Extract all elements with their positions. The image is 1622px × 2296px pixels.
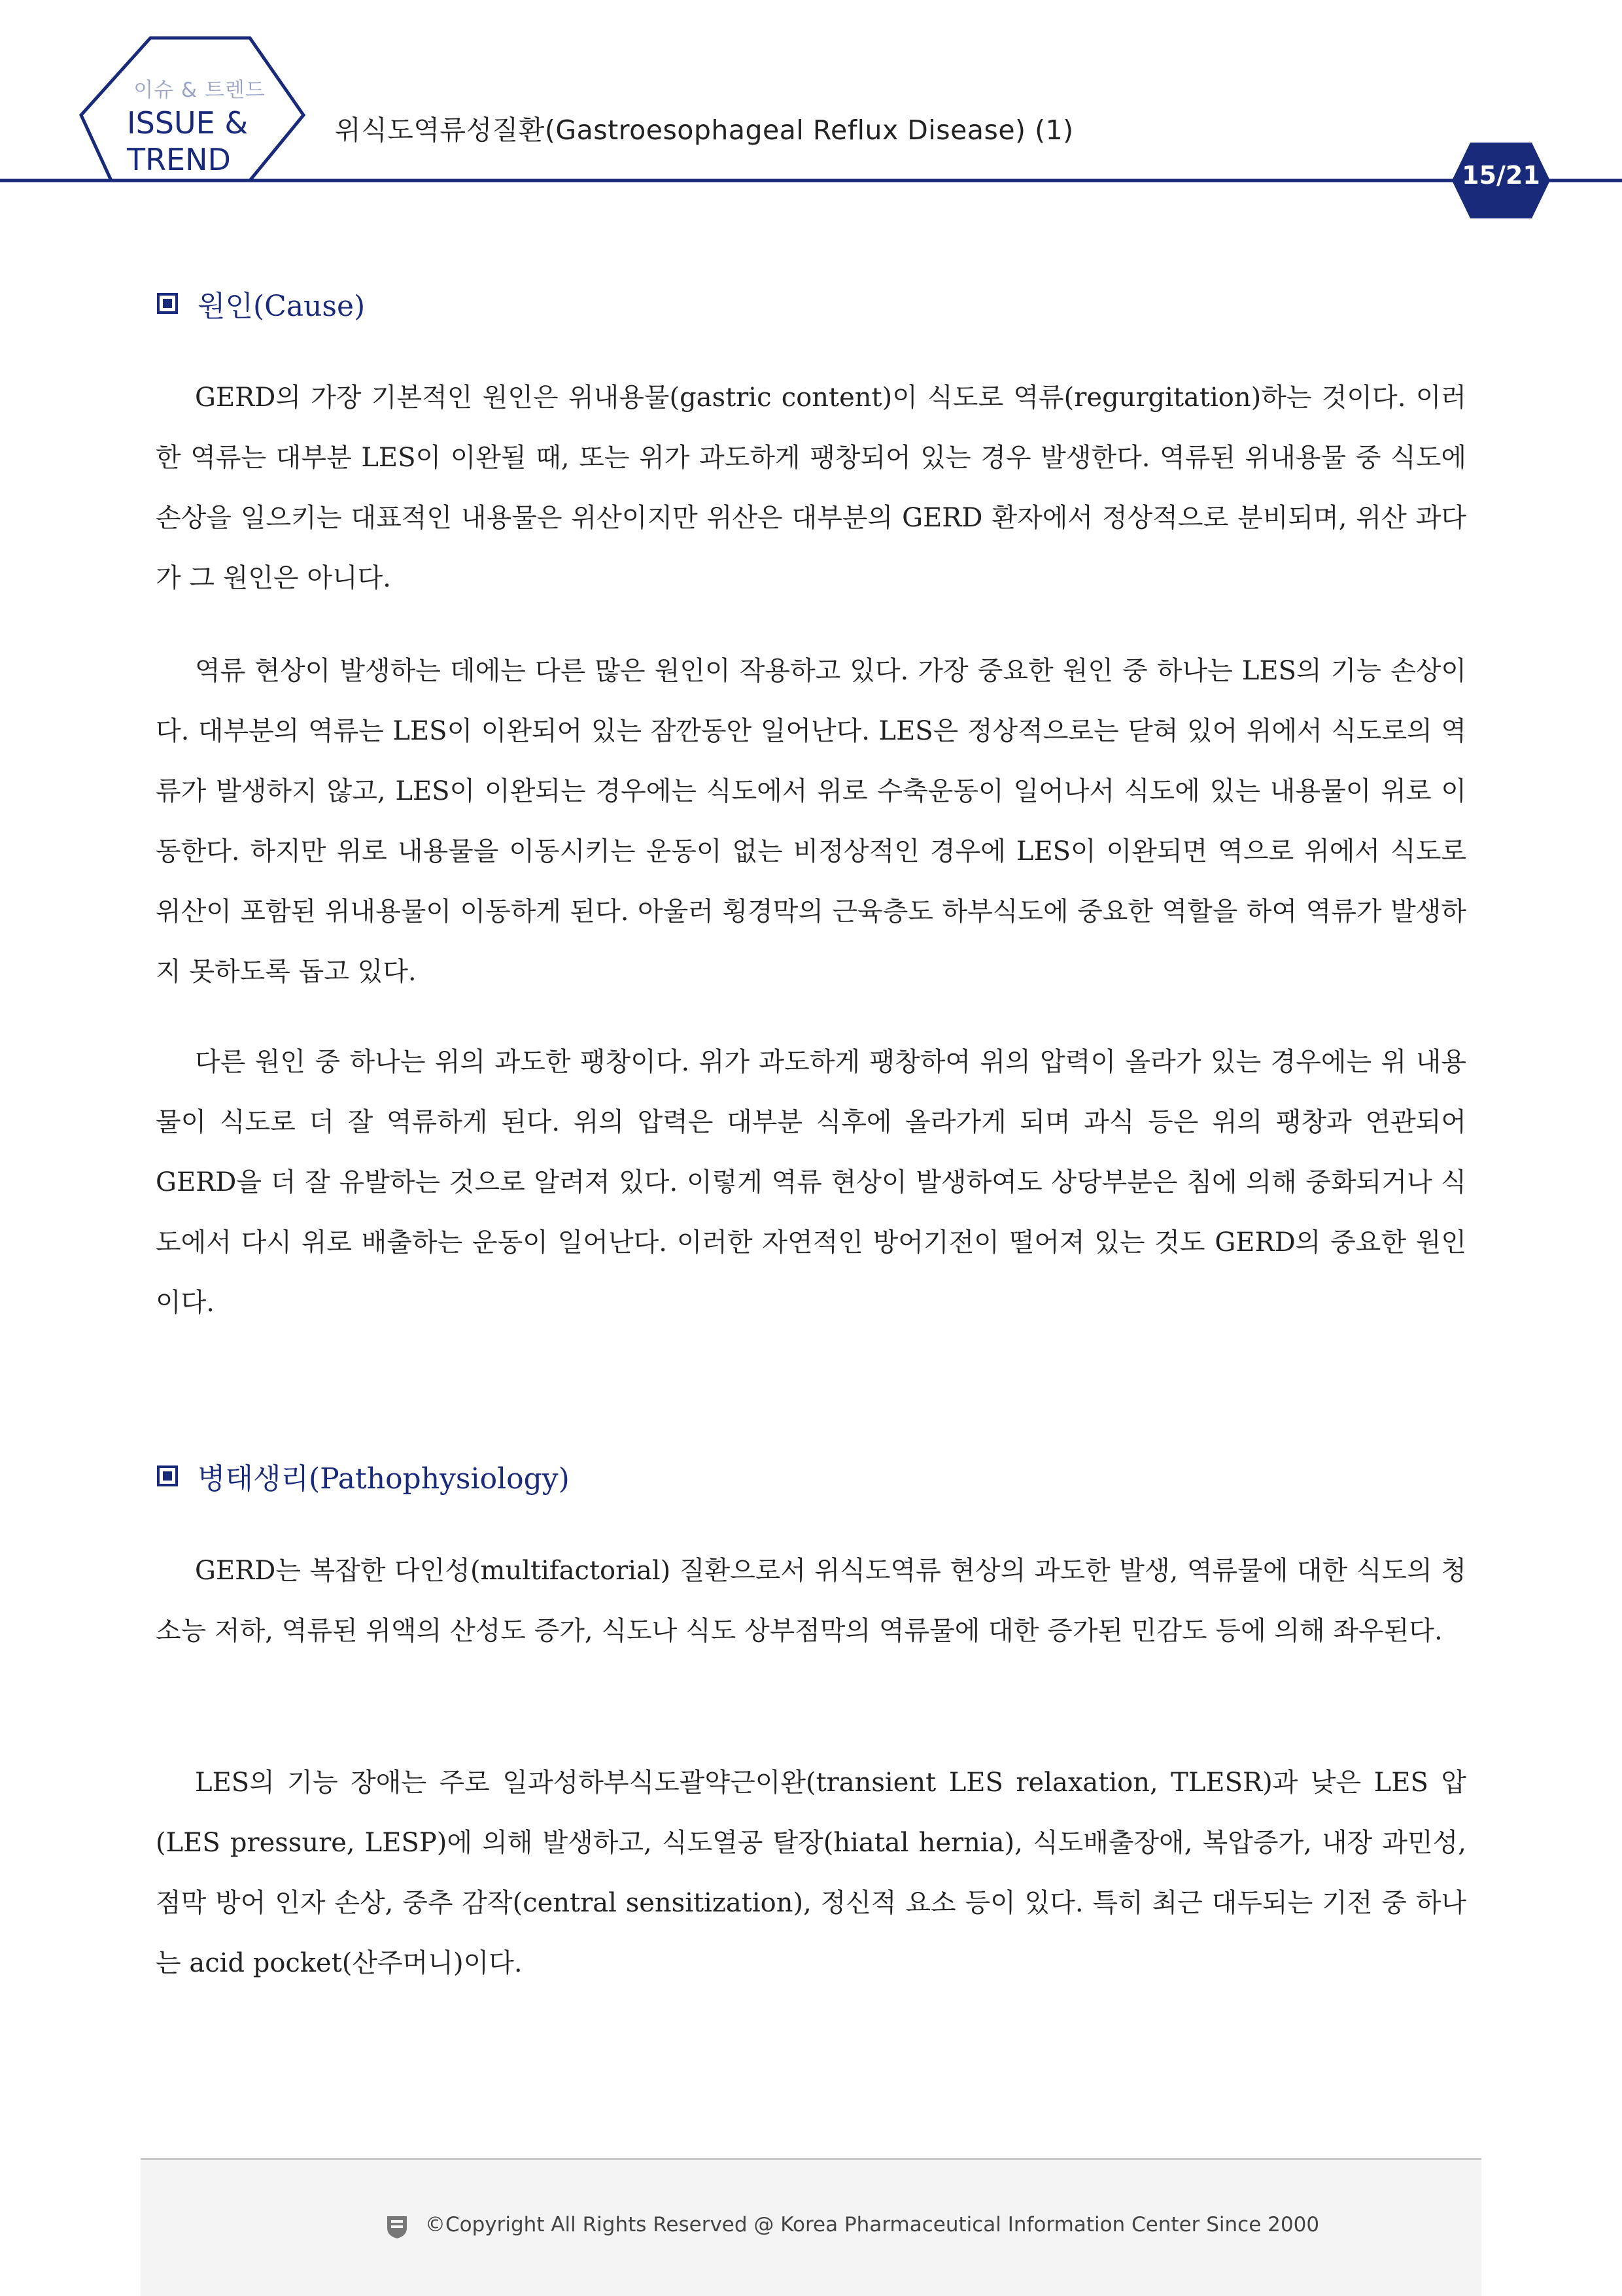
section-title: 원인(Cause) xyxy=(198,290,366,323)
badge-korean-label: 이슈 & 트렌드 xyxy=(133,78,266,102)
square-bullet-icon xyxy=(157,1465,178,1486)
square-bullet-icon xyxy=(157,293,178,314)
document-title: 위식도역류성질환(Gastroesophageal Reflux Disease) (1) xyxy=(335,114,1074,146)
paragraph-cause-3: 다른 원인 중 하나는 위의 과도한 팽창이다. 위가 과도하게 팽창하여 위의 압력이 올라가 있는 경우에는 위 내용물이 식도로 더 잘 역류하게 된다. 위의 압력은 대부분 식후에 올라가게 되며 과식 등은 위의 팽창과 연관되어 GERD을 더 잘 유발하는 것으로 알려져 있다. 이렇게 역류 현상이 발생하여도 상당부분은 침에 의해 중화되거나 식도에서 다시 위로 배출하는 운동이 일어난다. 이러한 자연적인 방어기전이 떨어져 있는 것도 GERD의 중요한 원인이다. xyxy=(156,1047,1466,1318)
paragraph-patho-2: LES의 기능 장애는 주로 일과성하부식도괄약근이완(transient LES relaxation, TLESR)과 낮은 LES 압(LES pressure, LESP)에 의해 발생하고, 식도열공 탈장(hiatal hernia), 식도배출장애, 복압증가, 내장 과민성, 점막 방어 인자 손상, 중추 감작(central sensitization), 정신적 요소 등이 있다. 특히 최근 대두되는 기전 중 하나는 acid pocket(산주머니)이다. xyxy=(156,1768,1466,1978)
footer-copyright: ©Copyright All Rights Reserved @ Korea Pharmaceutical Information Center Since 2000 xyxy=(425,2213,1320,2236)
paragraph-patho-1: GERD는 복잡한 다인성(multifactorial) 질환으로서 위식도역류 현상의 과도한 발생, 역류물에 대한 식도의 청소능 저하, 역류된 위액의 산성도 증가, 식도나 식도 상부점막의 역류물에 대한 증가된 민감도 등에 의해 좌우된다. xyxy=(156,1556,1466,1646)
badge-issue-trend xyxy=(127,105,248,178)
badge-line-trend: TREND xyxy=(127,142,231,177)
paragraph-cause-2: 역류 현상이 발생하는 데에는 다른 많은 원인이 작용하고 있다. 가장 중요한 원인 중 하나는 LES의 기능 손상이다. 대부분의 역류는 LES이 이완되어 있는 잠깐동안 일어난다. LES은 정상적으로는 닫혀 있어 위에서 식도로의 역류가 발생하지 않고, LES이 이완되는 경우에는 식도에서 위로 수축운동이 일어나서 식도에 있는 내용물이 위로 이동한다. 하지만 위로 내용물을 이동시키는 운동이 없는 비정상적인 경우에 LES이 이완되면 역으로 위에서 식도로 위산이 포함된 위내용물이 이동하게 된다. 아울러 횡경막의 근육층도 하부식도에 중요한 역할을 하여 역류가 발생하지 못하도록 돕고 있다. xyxy=(156,656,1466,987)
section-heading-cause xyxy=(157,283,365,324)
section-title: 병태생리(Pathophysiology) xyxy=(198,1462,570,1496)
paragraph-cause-1: GERD의 가장 기본적인 원인은 위내용물(gastric content)이 식도로 역류(regurgitation)하는 것이다. 이러한 역류는 대부분 LES이 이완될 때, 또는 위가 과도하게 팽창되어 있는 경우 발생한다. 역류된 위내용물 중 식도에 손상을 일으키는 대표적인 내용물은 위산이지만 위산은 대부분의 GERD 환자에서 정상적으로 분비되며, 위산 과다가 그 원인은 아니다. xyxy=(156,383,1466,593)
page-number: 15/21 xyxy=(1462,161,1540,190)
kpic-logo-icon xyxy=(386,2214,408,2240)
badge-line-issue: ISSUE & xyxy=(127,105,249,141)
section-heading-pathophysiology xyxy=(157,1455,570,1497)
